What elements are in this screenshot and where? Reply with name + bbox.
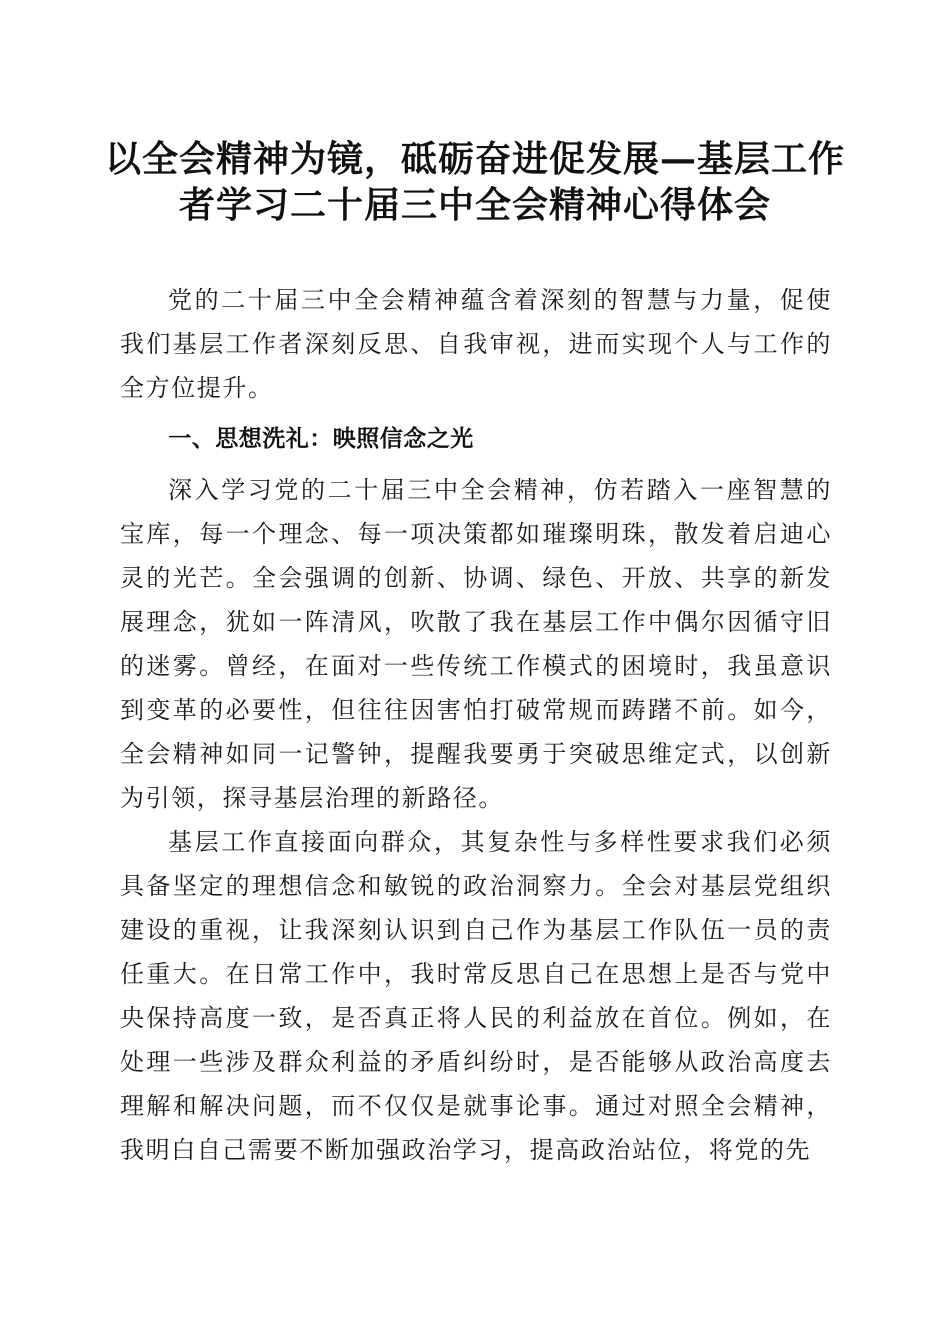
section-1-heading: 一、思想洗礼：映照信念之光	[168, 426, 474, 452]
title-line-2: 者学习二十届三中全会精神心得体会	[178, 184, 771, 226]
document-title	[100, 136, 850, 228]
document-body	[120, 278, 832, 1172]
section-1-paragraph-1: 深入学习党的二十届三中全会精神，仿若踏入一座智慧的宝库，每一个理念、每一项决策都如璀璨明珠，散发着启迪心灵的光芒。全会强调的创新、协调、绿色、开放、共享的新发展理念，犹如一阵清风，吹散了我在基层工作中偶尔因循守旧的迷雾。曾经，在面对一些传统工作模式的困境时，我虽意识到变革的必要性，但往往因害怕打破常规而踌躇不前。如今，全会精神如同一记警钟，提醒我要勇于突破思维定式，以创新为引领，探寻基层治理的新路径。	[120, 476, 832, 812]
title-line-1: 以全会精神为镜，砥砺奋进促发展—基层工作	[104, 138, 845, 180]
intro-paragraph: 党的二十届三中全会精神蕴含着深刻的智慧与力量，促使我们基层工作者深刻反思、自我审视，进而实现个人与工作的全方位提升。	[120, 286, 832, 402]
section-1-paragraph-2: 基层工作直接面向群众，其复杂性与多样性要求我们必须具备坚定的理想信念和敏锐的政治洞察力。全会对基层党组织建设的重视，让我深刻认识到自己作为基层工作队伍一员的责任重大。在日常工作中，我时常反思自己在思想上是否与党中央保持高度一致，是否真正将人民的利益放在首位。例如，在处理一些涉及群众利益的矛盾纠纷时，是否能够从政治高度去理解和解决问题，而不仅仅是就事论事。通过对照全会精神，我明白自己需要不断加强政治学习，提高政治站位，将党的先	[120, 828, 832, 1164]
